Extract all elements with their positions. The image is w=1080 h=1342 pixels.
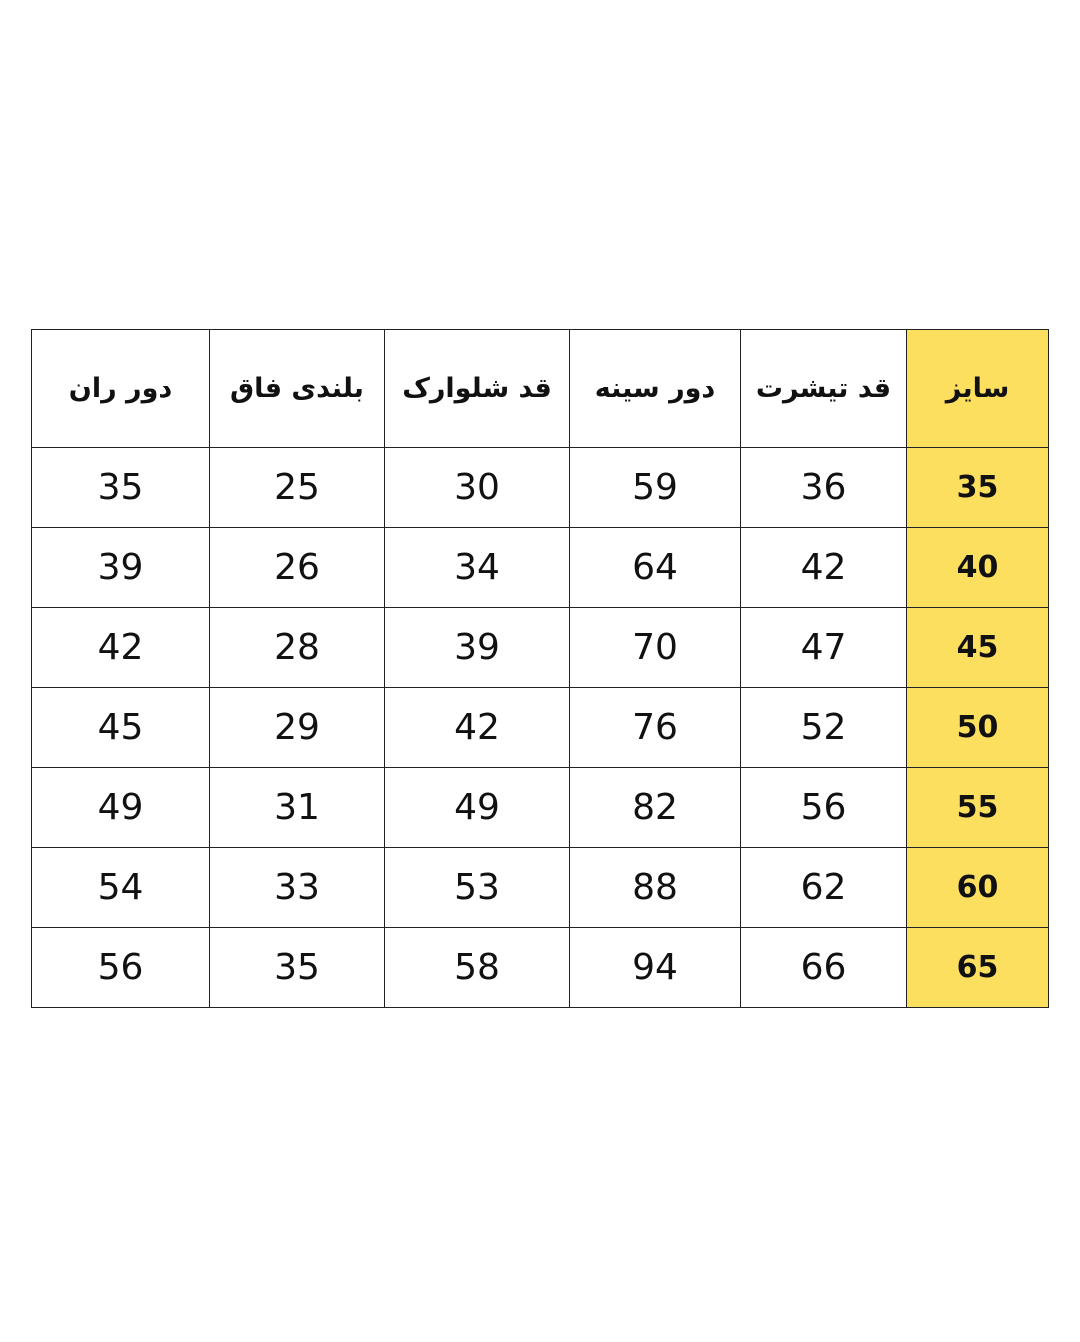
- cell-rise: 35: [210, 928, 385, 1008]
- header-shorts-length: قد شلوارک: [385, 330, 570, 448]
- cell-shorts-length: 39: [385, 608, 570, 688]
- cell-chest: 94: [570, 928, 741, 1008]
- table-header-row: [32, 330, 1049, 448]
- cell-rise: 31: [210, 768, 385, 848]
- table-row: [32, 608, 1049, 688]
- table-row: [32, 768, 1049, 848]
- size-chart-table: [31, 329, 1049, 1008]
- header-tshirt-length: قد تیشرت: [741, 330, 907, 448]
- header-rise: بلندی فاق: [210, 330, 385, 448]
- header-size: سایز: [907, 330, 1049, 448]
- cell-rise: 29: [210, 688, 385, 768]
- cell-tshirt-length: 52: [741, 688, 907, 768]
- cell-chest: 59: [570, 448, 741, 528]
- cell-size: 50: [907, 688, 1049, 768]
- cell-chest: 82: [570, 768, 741, 848]
- cell-thigh: 56: [32, 928, 210, 1008]
- cell-size: 35: [907, 448, 1049, 528]
- cell-tshirt-length: 47: [741, 608, 907, 688]
- cell-thigh: 54: [32, 848, 210, 928]
- cell-size: 60: [907, 848, 1049, 928]
- cell-tshirt-length: 66: [741, 928, 907, 1008]
- cell-thigh: 42: [32, 608, 210, 688]
- cell-size: 65: [907, 928, 1049, 1008]
- table-row: [32, 848, 1049, 928]
- cell-shorts-length: 30: [385, 448, 570, 528]
- cell-tshirt-length: 42: [741, 528, 907, 608]
- cell-shorts-length: 53: [385, 848, 570, 928]
- cell-chest: 64: [570, 528, 741, 608]
- cell-rise: 26: [210, 528, 385, 608]
- cell-size: 40: [907, 528, 1049, 608]
- cell-rise: 25: [210, 448, 385, 528]
- cell-tshirt-length: 36: [741, 448, 907, 528]
- cell-size: 55: [907, 768, 1049, 848]
- cell-shorts-length: 58: [385, 928, 570, 1008]
- cell-chest: 88: [570, 848, 741, 928]
- cell-tshirt-length: 56: [741, 768, 907, 848]
- size-chart-body: [32, 330, 1049, 1008]
- cell-chest: 70: [570, 608, 741, 688]
- cell-chest: 76: [570, 688, 741, 768]
- table-row: [32, 448, 1049, 528]
- table-row: [32, 928, 1049, 1008]
- table-row: [32, 688, 1049, 768]
- header-thigh: دور ران: [32, 330, 210, 448]
- cell-tshirt-length: 62: [741, 848, 907, 928]
- cell-thigh: 45: [32, 688, 210, 768]
- table-row: [32, 528, 1049, 608]
- cell-rise: 28: [210, 608, 385, 688]
- header-chest: دور سینه: [570, 330, 741, 448]
- cell-thigh: 49: [32, 768, 210, 848]
- cell-thigh: 35: [32, 448, 210, 528]
- cell-shorts-length: 34: [385, 528, 570, 608]
- cell-shorts-length: 42: [385, 688, 570, 768]
- cell-rise: 33: [210, 848, 385, 928]
- cell-thigh: 39: [32, 528, 210, 608]
- cell-size: 45: [907, 608, 1049, 688]
- cell-shorts-length: 49: [385, 768, 570, 848]
